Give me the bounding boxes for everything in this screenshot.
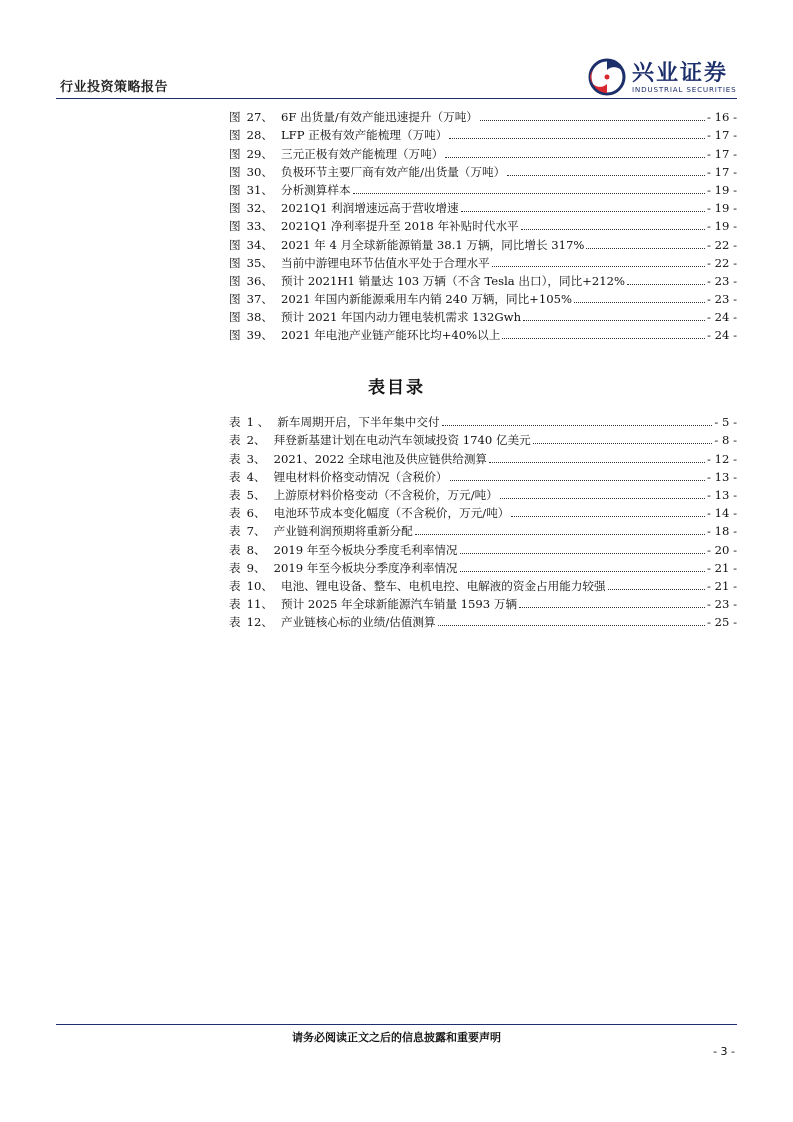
toc-entry-page: - 14 - [707,506,737,521]
toc-entry-prefix: 图 [229,201,241,216]
toc-entry-prefix: 图 [229,310,241,325]
figure-toc-entry[interactable] [229,161,737,179]
toc-entry-number: 30、 [246,164,273,179]
toc-entry-title: 2021 年国内新能源乘用车内销 240 万辆，同比+105% [280,292,573,307]
table-toc-entry[interactable] [229,447,737,465]
toc-entry-title: 2021 年电池产业链产能环比均+40%以上 [280,328,501,343]
table-toc-entry[interactable] [229,611,737,629]
toc-entry-page: - 21 - [707,578,737,593]
toc-dot-leader [415,533,705,535]
toc-entry-number: 8、 [246,542,266,557]
toc-entry-title: 当前中游锂电环节估值水平处于合理水平 [280,255,490,270]
toc-dot-leader [511,515,705,517]
table-toc-entry[interactable] [229,520,737,538]
figure-toc-entry[interactable] [229,306,737,324]
toc-entry-title: 产业链核心标的业绩/估值测算 [280,615,436,630]
figure-toc-entry[interactable] [229,324,737,342]
toc-entry-prefix: 图 [229,292,241,307]
toc-entry-prefix: 图 [229,146,241,161]
toc-entry-page: - 17 - [707,128,737,143]
toc-entry-number: 35、 [246,255,273,270]
disclaimer-notice: 请务必阅读正文之后的信息披露和重要声明 [292,1031,501,1044]
toc-entry-number: 28、 [246,128,273,143]
toc-entry-number: 33、 [246,219,273,234]
table-toc-entry[interactable] [229,466,737,484]
logo-emblem-icon [588,58,626,96]
table-toc-entry[interactable] [229,557,737,575]
toc-entry-title: 分析测算样本 [280,182,351,197]
figure-toc-entry[interactable] [229,215,737,233]
table-toc-list [229,411,737,629]
table-toc-heading: 表目录 [368,378,425,398]
toc-entry-prefix: 表 [229,597,241,612]
toc-entry-prefix: 图 [229,182,241,197]
figure-toc-entry[interactable] [229,197,737,215]
toc-entry-prefix: 表 [229,506,241,521]
toc-entry-prefix: 表 [229,542,241,557]
toc-dot-leader [523,319,705,321]
toc-entry-page: - 12 - [707,451,737,466]
toc-entry-number: 2、 [246,433,266,448]
figure-toc-entry[interactable] [229,124,737,142]
toc-entry-title: 2019 年至今板块分季度净利率情况 [273,560,458,575]
figure-toc-entry[interactable] [229,106,737,124]
toc-entry-page: - 19 - [707,201,737,216]
toc-dot-leader [353,192,705,194]
table-toc-entry[interactable] [229,429,737,447]
toc-entry-title: 锂电材料价格变动情况（含税价） [273,469,448,484]
toc-entry-prefix: 表 [229,451,241,466]
figure-toc-list [229,106,737,342]
toc-entry-title: LFP 正极有效产能梳理（万吨） [280,128,448,143]
toc-entry-page: - 23 - [707,292,737,307]
toc-entry-title: 2019 年至今板块分季度毛利率情况 [273,542,458,557]
toc-entry-page: - 24 - [707,328,737,343]
toc-dot-leader [574,301,705,303]
toc-entry-prefix: 图 [229,219,241,234]
toc-dot-leader [445,156,705,158]
toc-dot-leader [449,137,705,139]
logo-english-name: INDUSTRIAL SECURITIES [632,85,737,94]
toc-entry-number: 7、 [246,524,266,539]
toc-entry-page: - 13 - [707,469,737,484]
toc-entry-number: 11、 [246,597,273,612]
toc-entry-title: 6F 出货量/有效产能迅速提升（万吨） [280,110,478,125]
toc-entry-page: - 13 - [707,487,737,502]
toc-dot-leader [519,606,705,608]
toc-entry-title: 预计 2021H1 销量达 103 万辆（不含 Tesla 出口），同比+212% [280,273,626,288]
toc-entry-number: 4、 [246,469,266,484]
toc-entry-number: 6、 [246,506,266,521]
toc-entry-title: 预计 2025 年全球新能源汽车销量 1593 万辆 [280,597,518,612]
table-toc-entry[interactable] [229,502,737,520]
toc-entry-page: - 17 - [707,164,737,179]
report-type-title: 行业投资策略报告 [60,80,169,95]
toc-dot-leader [500,497,705,499]
toc-entry-page: - 16 - [707,110,737,125]
toc-entry-page: - 22 - [707,237,737,252]
toc-entry-number: 27、 [246,110,273,125]
toc-entry-page: - 21 - [707,560,737,575]
company-logo [588,56,750,98]
figure-toc-entry[interactable] [229,233,737,251]
toc-entry-number: 38、 [246,310,273,325]
toc-dot-leader [480,119,705,121]
toc-entry-title: 上游原材料价格变动（不含税价，万元/吨） [273,487,498,502]
toc-entry-prefix: 表 [229,433,241,448]
toc-entry-page: - 19 - [707,219,737,234]
toc-entry-number: 10、 [246,578,273,593]
figure-toc-entry[interactable] [229,142,737,160]
toc-entry-number: 3、 [246,451,266,466]
toc-dot-leader [438,624,705,626]
footer-divider [56,1024,737,1025]
toc-entry-title: 2021Q1 净利率提升至 2018 年补贴时代水平 [280,219,519,234]
table-toc-entry[interactable] [229,593,737,611]
toc-entry-prefix: 表 [229,415,241,430]
toc-entry-page: - 19 - [707,182,737,197]
toc-dot-leader [521,228,705,230]
toc-entry-prefix: 图 [229,328,241,343]
toc-entry-number: 39、 [246,328,273,343]
toc-entry-prefix: 图 [229,128,241,143]
toc-entry-prefix: 图 [229,164,241,179]
toc-entry-page: - 8 - [714,433,737,448]
toc-entry-page: - 17 - [707,146,737,161]
table-toc-entry[interactable] [229,538,737,556]
toc-dot-leader [502,337,705,339]
toc-entry-prefix: 图 [229,237,241,252]
toc-entry-number: 31、 [246,182,273,197]
toc-entry-page: - 18 - [707,524,737,539]
toc-entry-page: - 23 - [707,273,737,288]
toc-entry-prefix: 图 [229,110,241,125]
header-divider [56,98,737,99]
toc-entry-title: 新车周期开启，下半年集中交付 [277,415,440,430]
toc-dot-leader [627,283,705,285]
toc-dot-leader [586,247,705,249]
toc-entry-prefix: 表 [229,487,241,502]
figure-toc-entry[interactable] [229,288,737,306]
figure-toc-entry[interactable] [229,179,737,197]
toc-entry-page: - 22 - [707,255,737,270]
toc-entry-number: 5、 [246,487,266,502]
toc-entry-title: 电池环节成本变化幅度（不含税价，万元/吨） [273,506,510,521]
toc-entry-title: 产业链利润预期将重新分配 [273,524,413,539]
toc-dot-leader [507,174,705,176]
toc-dot-leader [461,210,705,212]
table-toc-entry[interactable] [229,411,737,429]
page-number: - 3 - [713,1045,735,1058]
toc-entry-page: - 24 - [707,310,737,325]
toc-entry-number: 36、 [246,273,273,288]
toc-entry-number: 9、 [246,560,266,575]
figure-toc-entry[interactable] [229,270,737,288]
toc-entry-title: 三元正极有效产能梳理（万吨） [280,146,444,161]
toc-entry-title: 负极环节主要厂商有效产能/出货量（万吨） [280,164,506,179]
toc-entry-number: 1 、 [246,415,270,430]
logo-chinese-name: 兴业证券 [632,61,729,86]
toc-entry-prefix: 表 [229,615,241,630]
toc-entry-prefix: 图 [229,255,241,270]
toc-dot-leader [442,424,713,426]
toc-dot-leader [608,588,705,590]
toc-dot-leader [460,570,706,572]
toc-entry-prefix: 表 [229,524,241,539]
toc-entry-number: 37、 [246,292,273,307]
toc-entry-prefix: 表 [229,578,241,593]
toc-entry-number: 32、 [246,201,273,216]
table-toc-entry[interactable] [229,484,737,502]
toc-entry-page: - 20 - [707,542,737,557]
toc-dot-leader [460,552,706,554]
toc-entry-prefix: 表 [229,560,241,575]
toc-entry-title: 2021Q1 利润增速远高于营收增速 [280,201,459,216]
toc-entry-title: 拜登新基建计划在电动汽车领域投资 1740 亿美元 [273,433,531,448]
figure-toc-entry[interactable] [229,252,737,270]
toc-entry-title: 2021、2022 全球电池及供应链供给测算 [273,451,488,466]
toc-entry-title: 2021 年 4 月全球新能源销量 38.1 万辆，同比增长 317% [280,237,585,252]
toc-entry-prefix: 图 [229,273,241,288]
toc-dot-leader [533,442,713,444]
toc-entry-page: - 23 - [707,597,737,612]
toc-entry-number: 29、 [246,146,273,161]
toc-entry-page: - 25 - [707,615,737,630]
table-toc-entry[interactable] [229,575,737,593]
toc-entry-title: 预计 2021 年国内动力锂电装机需求 132Gwh [280,310,522,325]
toc-entry-title: 电池、锂电设备、整车、电机电控、电解液的资金占用能力较强 [280,578,606,593]
toc-entry-number: 12、 [246,615,273,630]
toc-entry-number: 34、 [246,237,273,252]
toc-entry-page: - 5 - [714,415,737,430]
toc-dot-leader [489,461,705,463]
toc-dot-leader [450,479,706,481]
toc-dot-leader [492,265,705,267]
toc-entry-prefix: 表 [229,469,241,484]
